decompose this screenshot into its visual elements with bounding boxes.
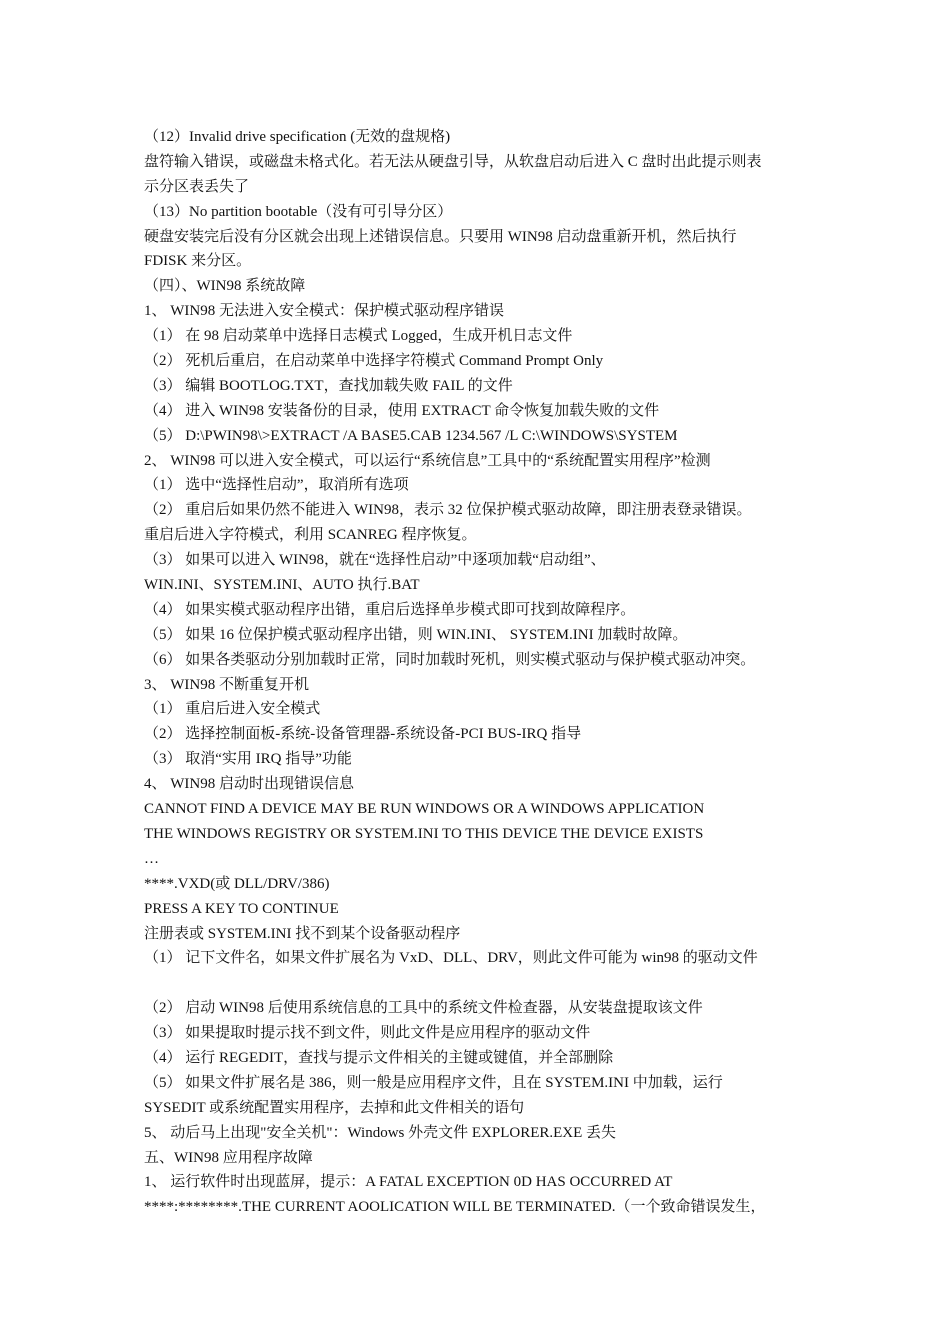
text-line: （1） 在 98 启动菜单中选择日志模式 Logged，生成开机日志文件 [144,328,573,345]
text-line: （3） 如果提取时提示找不到文件，则此文件是应用程序的驱动文件 [144,1025,591,1042]
text-line: 硬盘安装完后没有分区就会出现上述错误信息。只要用 WIN98 启动盘重新开机，然后执行 [144,228,737,245]
text-line: WIN.INI、SYSTEM.INI、AUTO 执行.BAT [144,577,420,594]
text-line: 盘符输入错误，或磁盘未格式化。若无法从硬盘引导，从软盘启动后进入 C 盘时出此提示则表 [144,153,762,170]
text-line: 注册表或 SYSTEM.INI 找不到某个设备驱动程序 [144,925,461,942]
text-line: （2） 死机后重启，在启动菜单中选择字符模式 Command Prompt Only [144,353,604,370]
text-line: THE WINDOWS REGISTRY OR SYSTEM.INI TO THIS DEVICE THE DEVICE EXISTS [144,825,704,842]
text-line: （1） 选中“选择性启动”，取消所有选项 [144,477,409,494]
text-line: 1、 运行软件时出现蓝屏，提示：A FATAL EXCEPTION 0D HAS OCCURRED AT [144,1174,673,1191]
text-line: （3） 编辑 BOOTLOG.TXT，查找加载失败 FAIL 的文件 [144,377,513,394]
text-line: 示分区表丢失了 [144,178,250,195]
text-line: （3） 如果可以进入 WIN98，就在“选择性启动”中逐项加载“启动组”、 [144,552,606,569]
text-line: SYSEDIT 或系统配置实用程序，去掉和此文件相关的语句 [144,1099,525,1116]
text-line: FDISK 来分区。 [144,253,252,270]
text-line: （4） 进入 WIN98 安装备份的目录，使用 EXTRACT 命令恢复加载失败的文件 [144,402,660,419]
text-line: （13）No partition bootable（没有可引导分区） [144,203,453,220]
text-line: （6） 如果各类驱动分别加载时正常，同时加载时死机，则实模式驱动与保护模式驱动冲突。 [144,651,756,668]
text-line: … [144,850,159,867]
text-line: （3） 取消“实用 IRQ 指导”功能 [144,751,352,768]
text-line: ****.VXD(或 DLL/DRV/386) [144,875,330,892]
text-line: 2、 WIN98 可以进入安全模式，可以运行“系统信息”工具中的“系统配置实用程序”检测 [144,452,711,469]
text-line: （5） 如果文件扩展名是 386，则一般是应用程序文件，且在 SYSTEM.INI 中加载，运行 [144,1074,723,1091]
text-line: 4、 WIN98 启动时出现错误信息 [144,776,354,793]
text-line: ****:********.THE CURRENT AOOLICATION WILL BE TERMINATED.（一个致命错误发生， [144,1199,766,1216]
text-line: 五、WIN98 应用程序故障 [144,1149,313,1166]
text-line: （4） 如果实模式驱动程序出错，重启后选择单步模式即可找到故障程序。 [144,601,636,618]
text-line: （1） 重启后进入安全模式 [144,701,321,718]
text-line: PRESS A KEY TO CONTINUE [144,900,339,917]
text-line: （2） 启动 WIN98 后使用系统信息的工具中的系统文件检查器，从安装盘提取该文件 [144,1000,703,1017]
text-line: 3、 WIN98 不断重复开机 [144,676,309,693]
text-line: 5、 动后马上出现"安全关机"：Windows 外壳文件 EXPLORER.EXE 丢失 [144,1124,617,1141]
text-line: CANNOT FIND A DEVICE MAY BE RUN WINDOWS OR A WINDOWS APPLICATION [144,801,705,818]
text-line: 1、 WIN98 无法进入安全模式：保护模式驱动程序错误 [144,303,504,320]
text-line: 重启后进入字符模式，利用 SCANREG 程序恢复。 [144,527,477,544]
text-line: （12）Invalid drive specification (无效的盘规格) [144,129,451,145]
document-body [144,125,824,1220]
text-line: （2） 重启后如果仍然不能进入 WIN98，表示 32 位保护模式驱动故障，即注册表登录错误。 [144,502,752,519]
text-line: （4） 运行 REGEDIT，查找与提示文件相关的主键或键值，并全部删除 [144,1049,614,1066]
text-line: （5） D:\PWIN98\>EXTRACT /A BASE5.CAB 1234.567 /L C:\WINDOWS\SYSTEM [144,427,678,444]
text-line [144,971,824,996]
text-line: （1） 记下文件名，如果文件扩展名为 VxD、DLL、DRV，则此文件可能为 win98 的驱动文件 [144,950,758,967]
text-line: （四）、WIN98 系统故障 [144,278,306,295]
text-line: （2） 选择控制面板-系统-设备管理器-系统设备-PCI BUS-IRQ 指导 [144,726,582,743]
text-line: （5） 如果 16 位保护模式驱动程序出错，则 WIN.INI、 SYSTEM.INI 加载时故障。 [144,626,688,643]
